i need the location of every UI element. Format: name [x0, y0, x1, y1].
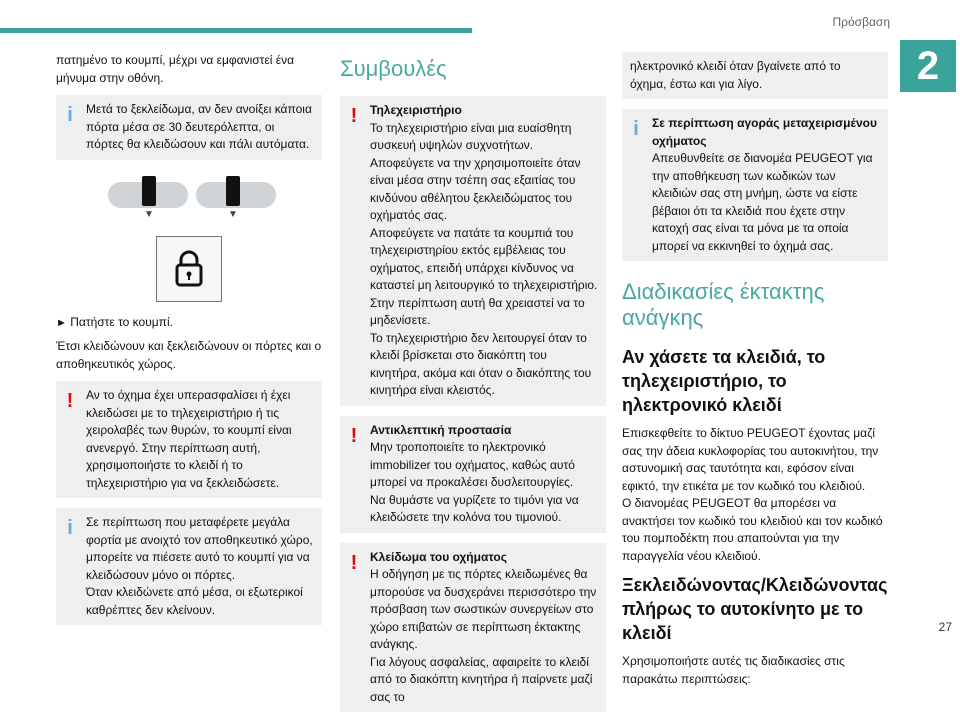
pointer-arrow-icon: ▼ [144, 208, 154, 220]
section-title: Πρόσβαση [832, 15, 890, 29]
info-box-used-vehicle [622, 109, 888, 261]
step-arrow-icon: ► [56, 316, 67, 329]
intro-text: πατημένο το κουμπί, μέχρι να εμφανιστεί ένα μήνυμα στην οθόνη. [56, 53, 295, 85]
warning-title: Τηλεχειριστήριο [370, 103, 462, 117]
warning-icon: ! [350, 424, 358, 447]
info-text: Σε περίπτωση που μεταφέρετε μεγάλα φορτία με ανοιχτό τον αποθηκευτικό χώρο, μπορείτε να πιέσετε αυτό το κουμπί για να κλειδώσουν μόνο οι πόρτες. [86, 515, 313, 582]
warning-box-anti-theft [340, 416, 606, 533]
warning-title: Κλείδωμα του οχήματος [370, 549, 507, 564]
warning-box-continued [622, 52, 888, 99]
info-icon: i [67, 104, 73, 126]
column-2 [340, 52, 606, 722]
body-text: Επισκεφθείτε το δίκτυο PEUGEOT έχοντας μαζί σας την άδεια κυκλοφορίας του αυτοκινήτου, την αστυνομική σας ταυτότητα και, εφόσον είναι εφικτό, την ετικέτα με τον κωδικό του κλειδιού. [622, 426, 879, 493]
warning-icon: ! [350, 551, 358, 574]
warning-text: Αν το όχημα έχει υπερασφαλίσει ή έχει κλειδώσει με το τηλεχειριστήριο ή τις χειρολαβές των θυρών, το κουμπί είναι ανενεργό. Στην περίπτωση αυτή, χρησιμοποιήστε το κλειδί ή το τηλεχειριστήριο για να ξεκλειδώσετε. [86, 388, 292, 490]
warning-icon: ! [350, 105, 358, 127]
body-text: Ο διανομέας PEUGEOT θα μπορέσει να ανακτήσει τον κωδικό του κλειδιού και τον κωδικό του πομποδέκτη που απαιτούνται για την παραγγελία νέου κλειδιού. [622, 496, 883, 563]
heading-tips: Συμβουλές [340, 56, 447, 81]
door-panel-illustration [56, 170, 322, 228]
door-panel-left-image [108, 176, 188, 220]
info-text: Όταν κλειδώνετε από μέσα, οι εξωτερικοί καθρέπτες δεν κλείνουν. [86, 585, 303, 617]
subheading-full-lock: Ξεκλειδώνοντας/Κλειδώνοντας πλήρως το αυτοκίνητο με το κλειδί [622, 575, 888, 643]
info-title: Σε περίπτωση αγοράς μεταχειρισμένου οχήματος [652, 116, 877, 148]
heading-emergency: Διαδικασίες έκτακτης ανάγκης [622, 279, 825, 330]
warning-icon: ! [66, 390, 74, 412]
warning-text: Η οδήγηση με τις πόρτες κλειδωμένες θα μπορούσε να δυσχεράνει περισσότερο την πρόσβαση των σωστικών συνεργείων στο χώρο επιβατών σε περίπτωση έκτακτης ανάγκης. [370, 567, 597, 651]
info-text: Απευθυνθείτε σε διανομέα PEUGEOT για την αποθήκευση των κωδικών των κλειδιών σας στη μνήμη, ώστε να είστε βέβαιοι ότι τα κλειδιά που έχετε στην κατοχή σας είναι τα μόνα με τα οποία μπορεί να εκκινηθεί το όχημά σας. [652, 151, 873, 253]
header-accent-bar [0, 28, 472, 33]
step-item: ► Πατήστε το κουμπί. [56, 314, 173, 329]
warning-text: Να θυμάστε να γυρίζετε το τιμόνι για να κλειδώσετε την κολόνα του τιμονιού. [370, 492, 579, 524]
warning-text: ηλεκτρονικό κλειδί όταν βγαίνετε από το όχημα, έστω και για λίγο. [630, 59, 841, 91]
column-3 [622, 52, 888, 694]
central-lock-button-image [156, 236, 222, 302]
warning-text: Το τηλεχειριστήριο δεν λειτουργεί όταν το κλειδί βρίσκεται στο διακόπτη του κινητήρα, ακόμα και όταν ο διακόπτης του κινητήρα είναι κλειστός. [370, 330, 592, 397]
chapter-number: 2 [900, 40, 956, 92]
lock-icon [171, 249, 207, 289]
warning-text: Αποφεύγετε να πατάτε τα κουμπιά του τηλεχειριστηρίου εκτός εμβέλειας του οχήματος, επειδή υπάρχει κίνδυνος να καταστεί μη λειτουργικό το τηλεχειριστήριο. Στην περίπτωση αυτή θα χρειαστεί να το μηδενίσετε. [370, 225, 598, 327]
warning-title: Αντικλεπτική προστασία [370, 422, 512, 437]
warning-text: Μην τροποποιείτε το ηλεκτρονικό immobilizer του οχήματος, καθώς αυτό μπορεί να προκαλέσει δυσλειτουργίες. [370, 440, 575, 489]
info-icon: i [633, 118, 639, 140]
warning-text: Το τηλεχειριστήριο είναι μια ευαίσθητη συσκευή υψηλών συχνοτήτων. Αποφεύγετε να την χρησιμοποιείτε όταν είναι μέσα στην τσέπη σας εξαιτίας του κινδύνου αθέλητου ξεκλειδώματος του οχήματός σας. [370, 120, 581, 222]
page-number: 27 [938, 620, 952, 634]
info-icon: i [67, 517, 73, 539]
step-result-text: Έτσι κλειδώνουν και ξεκλειδώνουν οι πόρτες και ο αποθηκευτικός χώρος. [56, 339, 322, 371]
warning-text: Για λόγους ασφαλείας, αφαιρείτε το κλειδί από το διακόπτη κινητήρα ή παίρνετε μαζί σας το [370, 654, 593, 704]
info-text: Μετά το ξεκλείδωμα, αν δεν ανοίξει κάποια πόρτα μέσα σε 30 δευτερόλεπτα, οι πόρτες θα κλειδώσουν και πάλι αυτόματα. [86, 102, 312, 151]
info-box-large-loads [56, 508, 322, 625]
pointer-arrow-icon: ▼ [228, 208, 238, 220]
subheading-lost-keys: Αν χάσετε τα κλειδιά, το τηλεχειριστήριο, το ηλεκτρονικό κλειδί [622, 347, 826, 415]
info-box-unlock-timeout [56, 95, 322, 160]
column-1 [56, 52, 322, 635]
warning-box-locking [340, 543, 606, 713]
warning-box-remote [340, 96, 606, 406]
body-text: Χρησιμοποιήστε αυτές τις διαδικασίες στις παρακάτω περιπτώσεις: [622, 654, 845, 686]
warning-box-button-inactive [56, 381, 322, 498]
door-panel-right-image [196, 176, 276, 220]
